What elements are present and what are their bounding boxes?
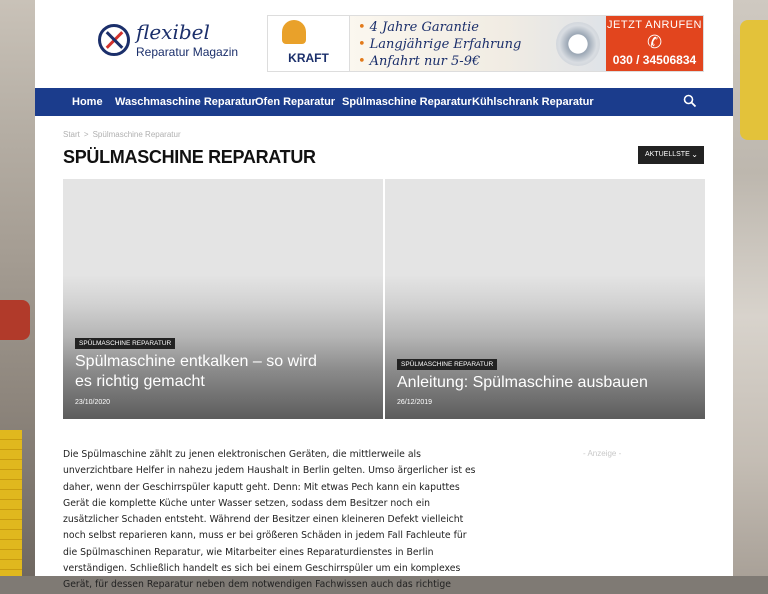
- banner-company: KRAFT: [288, 51, 329, 65]
- nav-item-kuehlschrank[interactable]: Kühlschrank Reparatur: [472, 96, 594, 108]
- background-tool: [740, 20, 768, 140]
- featured-post-2[interactable]: [385, 179, 705, 419]
- site-logo[interactable]: [98, 22, 238, 58]
- ad-banner[interactable]: [267, 15, 704, 72]
- phone-icon: ✆: [646, 32, 663, 52]
- chevron-down-icon: ⌄: [691, 150, 698, 159]
- article-intro: Die Spülmaschine zählt zu jenen elektronischen Geräten, die mittlerweile als unverzichtbare Helfer in nahezu jedem Haushalt in Berlin gelten. Umso ärgerlicher ist es daher, wenn der Geschirrspüler kaputt geht. Denn: Mit etwas Pech kann ein kaputtes Gerät die komplette Küche unter Wasser setzen, sodass dem Besitzer noch ein zusätzlicher Schaden entsteht. Während der Besitzer einen kleineren Defekt vielleicht noch selbst reparieren kann, muss er bei größeren Schäden in jedem Fall Fachleute für die Spülmaschinen Reparatur, wie Mitarbeiter eines Reparaturdienstes in Berlin verständigen. Schließlich handelt es sich bei einem Geschirrspüler um ein komplexes Gerät, für dessen Reparatur neben dem notwendigen Fachwissen auch das richtige: [63, 449, 476, 591]
- banner-line: • Anfahrt nur 5-9€: [358, 54, 481, 69]
- ad-label: - Anzeige -: [583, 449, 622, 458]
- banner-line: • 4 Jahre Garantie: [358, 20, 479, 35]
- featured-post-1[interactable]: [63, 179, 383, 419]
- sort-label: AKTUELLSTE: [645, 151, 690, 158]
- background-tool: [0, 300, 30, 340]
- washing-machine-icon: [556, 22, 600, 66]
- banner-benefits: [350, 16, 606, 71]
- post-category-badge[interactable]: SPÜLMASCHINE REPARATUR: [397, 359, 497, 370]
- logo-brand: flexibel: [136, 20, 210, 44]
- breadcrumb: [63, 130, 181, 139]
- post-category-badge[interactable]: SPÜLMASCHINE REPARATUR: [75, 338, 175, 349]
- breadcrumb-current[interactable]: Spülmaschine Reparatur: [92, 130, 181, 139]
- banner-cta-label: JETZT ANRUFEN: [607, 19, 702, 31]
- background-right: [733, 0, 768, 576]
- post-date: 26/12/2019: [397, 399, 433, 406]
- page: [35, 0, 733, 591]
- background-ruler: [0, 430, 22, 576]
- nav-item-ofen[interactable]: Ofen Reparatur: [255, 96, 336, 108]
- wrench-screwdriver-icon: [98, 24, 130, 56]
- post-date: 23/10/2020: [75, 399, 111, 406]
- background-left: [0, 0, 35, 576]
- page-title: SPÜLMASCHINE REPARATUR: [63, 147, 316, 167]
- sort-dropdown[interactable]: [638, 146, 704, 164]
- banner-line: • Langjährige Erfahrung: [358, 37, 522, 52]
- main-nav: [35, 88, 733, 116]
- post-title[interactable]: Spülmaschine entkalken – so wird es richtig gemacht: [75, 353, 317, 390]
- nav-item-spuelmaschine[interactable]: Spülmaschine Reparatur: [342, 96, 472, 108]
- breadcrumb-separator: >: [83, 130, 89, 139]
- logo-tagline: Reparatur Magazin: [136, 45, 239, 59]
- banner-phone: 030 / 34506834: [612, 53, 697, 67]
- worker-icon: [282, 20, 306, 44]
- header: [35, 0, 733, 88]
- nav-item-home[interactable]: Home: [72, 96, 103, 108]
- logo-text: [136, 22, 238, 58]
- post-title[interactable]: Anleitung: Spülmaschine ausbauen: [397, 374, 648, 391]
- nav-item-waschmaschine[interactable]: Waschmaschine Reparatur: [115, 96, 256, 108]
- search-icon[interactable]: [683, 94, 697, 108]
- breadcrumb-home[interactable]: Start: [63, 130, 80, 139]
- banner-logo: [268, 16, 350, 71]
- banner-cta[interactable]: [606, 16, 703, 71]
